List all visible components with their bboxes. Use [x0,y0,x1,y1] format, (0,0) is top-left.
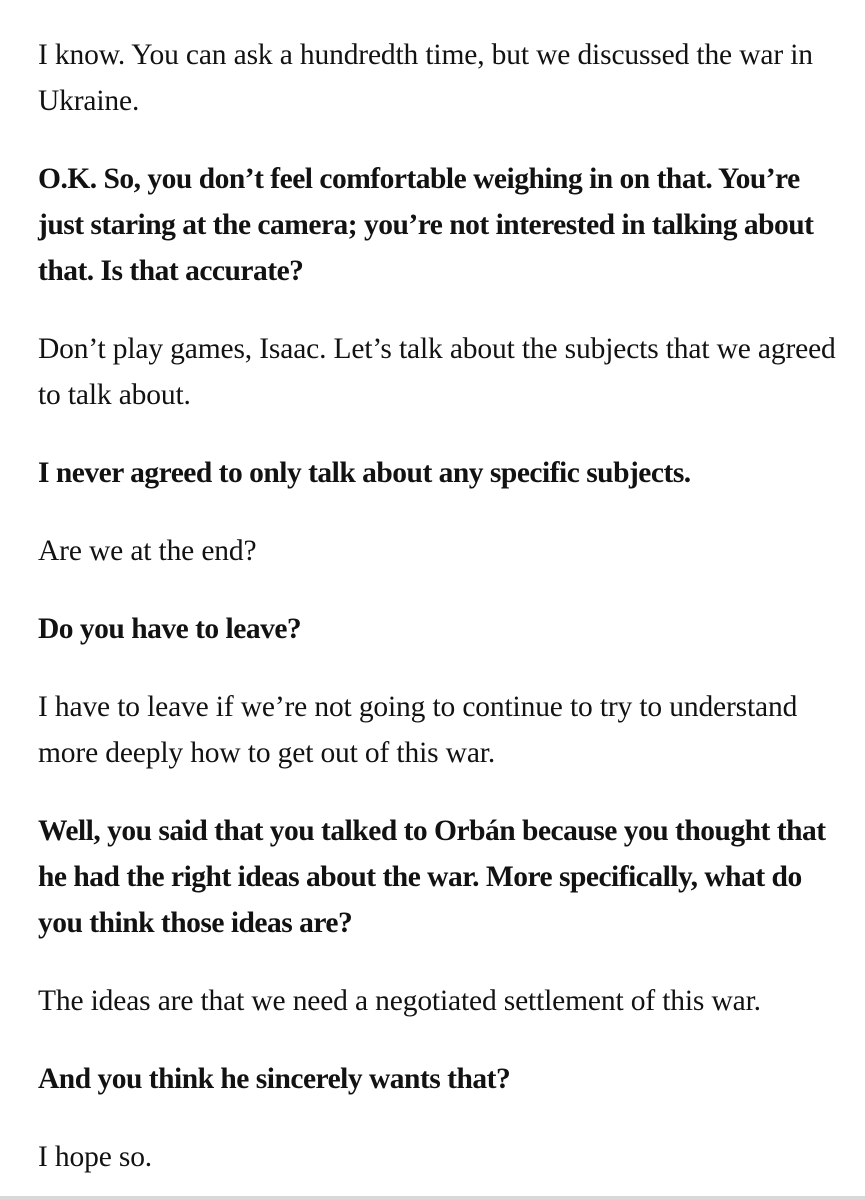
answer-paragraph: Don’t play games, Isaac. Let’s talk about the subjects that we agreed to talk about. [38,333,836,411]
question-paragraph: And you think he sincerely wants that? [38,1063,511,1095]
question-paragraph: O.K. So, you don’t feel comfortable weighing in on that. You’re just staring at the camera; you’re not interested in talking about that. Is that accurate? [38,163,814,287]
question-paragraph: I never agreed to only talk about any specific subjects. [38,457,691,489]
answer-paragraph: The ideas are that we need a negotiated settlement of this war. [38,985,761,1017]
bottom-divider [0,1196,865,1200]
answer-paragraph: I hope so. [38,1141,153,1173]
question-paragraph: Do you have to leave? [38,613,302,645]
answer-paragraph: Are we at the end? [38,535,257,567]
answer-paragraph: I have to leave if we’re not going to continue to try to understand more deeply how to get out of this war. [38,691,798,769]
answer-paragraph: I know. You can ask a hundredth time, but we discussed the war in Ukraine. [38,39,813,117]
question-paragraph: Well, you said that you talked to Orbán because you thought that he had the right ideas about the war. More specifically, what do you think those ideas are? [38,815,826,939]
